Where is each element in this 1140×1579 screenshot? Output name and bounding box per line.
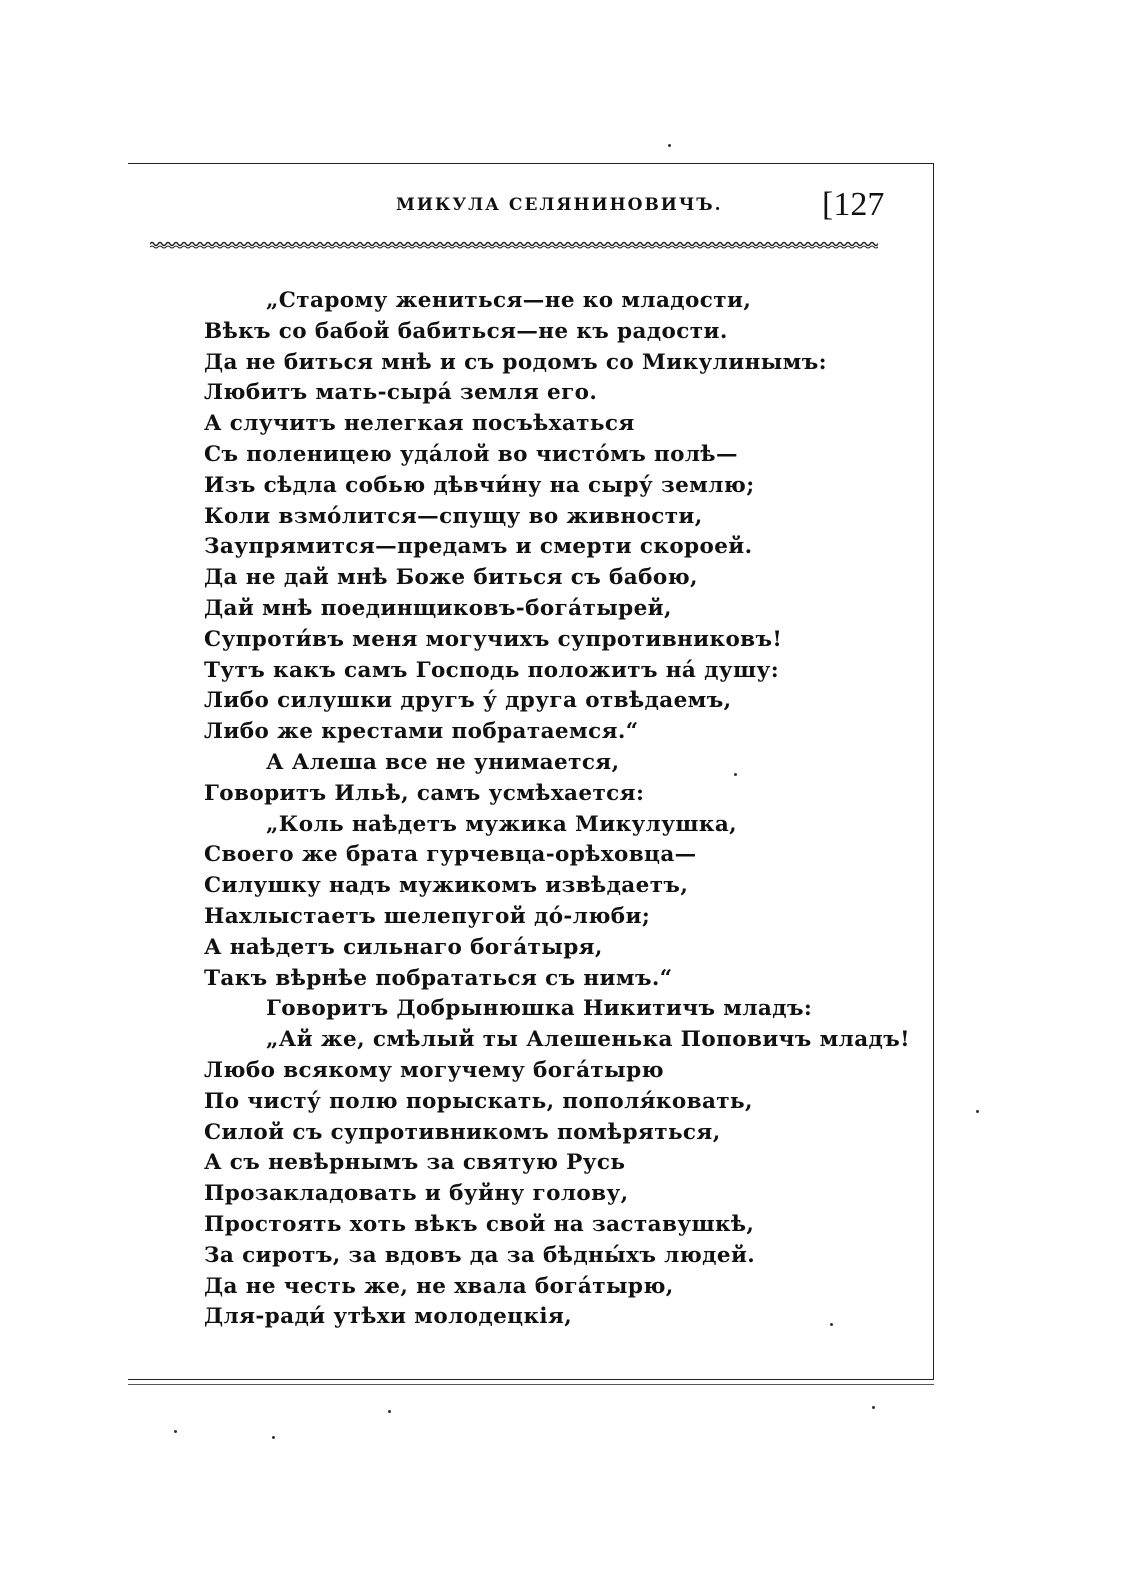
poem-line: Тутъ какъ самъ Господь положитъ на́ душу:: [204, 657, 780, 683]
scan-speck: [734, 773, 737, 776]
scan-speck: [388, 1410, 391, 1413]
poem-line: Своего же брата гурчевца-орѣховца—: [204, 842, 697, 868]
poem-line: Вѣкъ со бабой бабиться—не къ радости.: [204, 318, 728, 344]
poem-line: Говоритъ Добрынюшка Никитичъ младъ:: [266, 996, 813, 1022]
poem-line: „Ай же, смѣлый ты Алешенька Поповичъ младъ!: [266, 1027, 911, 1053]
poem-line: Съ поленицею уда́лой во чисто́мъ полѣ—: [204, 441, 738, 467]
scan-speck: [668, 144, 671, 147]
poem-line: По чисту́ полю порыскать, пополя́ковать,: [204, 1088, 753, 1114]
poem-line: А съ невѣрнымъ за святую Русь: [204, 1150, 626, 1176]
poem-line: Да не честь же, не хвала бога́тырю,: [204, 1273, 674, 1299]
poem-line: Да не биться мнѣ и съ родомъ со Микулинымъ:: [204, 349, 827, 375]
scan-speck: [272, 1436, 275, 1439]
poem-line: Дай мнѣ поединщиковъ-бога́тырей,: [204, 595, 672, 621]
page-number: [127: [822, 186, 885, 223]
poem-line: За сиротъ, за вдовъ да за бѣдны́хъ людей.: [204, 1242, 756, 1268]
poem-line: А Алеша все не унимается,: [266, 749, 620, 775]
poem-line: „Старому жениться—не ко младости,: [266, 288, 752, 313]
poem-line: Нахлыстаетъ шелепугой до́-люби;: [204, 903, 651, 929]
wavy-divider-rule: [150, 238, 878, 252]
poem-line: Такъ вѣрнѣе побрататься съ нимъ.“: [204, 965, 673, 991]
poem-line: Любитъ мать-сыра́ земля его.: [204, 380, 598, 406]
poem-line: Либо же крестами побратаемся.“: [204, 719, 639, 745]
poem-line: Любо всякому могучему бога́тырю: [204, 1057, 664, 1083]
poem-line: Силой съ супротивникомъ помѣряться,: [204, 1119, 721, 1145]
running-title: МИКУЛА СЕЛЯНИНОВИЧЪ.: [396, 195, 723, 215]
poem-line: А случитъ нелегкая посъѣхаться: [204, 411, 635, 437]
poem-line: Прозакладовать и буйну голову,: [204, 1181, 629, 1207]
poem-line: Изъ сѣдла собью дѣвчи́ну на сыру́ землю;: [204, 472, 755, 498]
poem-text-block: [204, 286, 911, 1333]
poem-line: А наѣдетъ сильнаго бога́тыря,: [204, 934, 603, 960]
bottom-double-rule: [128, 1384, 934, 1385]
poem-line: „Коль наѣдетъ мужика Микулушка,: [266, 811, 738, 837]
poem-line: Либо силушки другъ у́ друга отвѣдаемъ,: [204, 688, 732, 714]
poem-line: Силушку надъ мужикомъ извѣдаетъ,: [204, 873, 689, 899]
scan-speck: [976, 1110, 979, 1113]
poem-line: Заупрямится—предамъ и смерти скороей.: [204, 534, 753, 560]
scan-speck: [830, 1323, 833, 1326]
poem-line: Супроти́въ меня могучихъ супротивниковъ!: [204, 626, 783, 652]
scan-speck: [174, 1430, 177, 1433]
poem-line: Коли взмо́лится—спущу во живности,: [204, 503, 703, 529]
poem-line: Для-ради́ утѣхи молодецкія,: [204, 1304, 573, 1330]
poem-line: Да не дай мнѣ Боже биться съ бабою,: [204, 565, 698, 591]
scan-speck: [872, 1406, 875, 1409]
poem-line: Простоять хоть вѣкъ свой на заставушкѣ,: [204, 1211, 755, 1237]
poem-line: Говоритъ Ильѣ, самъ усмѣхается:: [204, 780, 645, 806]
